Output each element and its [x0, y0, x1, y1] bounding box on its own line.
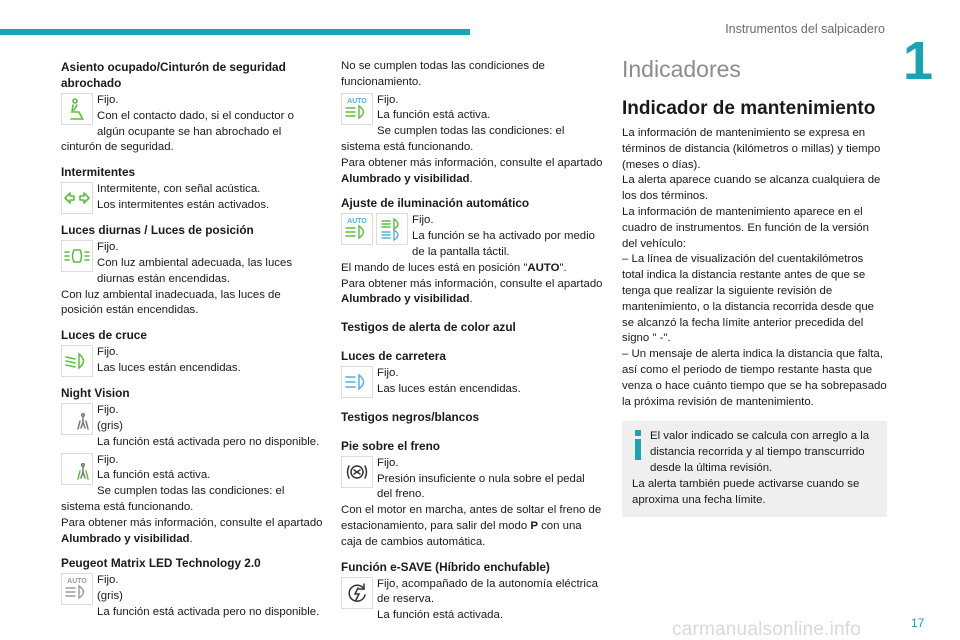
heading-indicators: Intermitentes [61, 165, 136, 180]
section-black-white-warnings: Testigos negros/blancos [341, 409, 480, 424]
entry-main-beam: Fijo. Las luces están encendidas. [341, 366, 603, 398]
entry-indicators: Intermitente, con señal acústica. Los intermitentes están activados. [61, 182, 323, 214]
auto-headlamp-blue-icon [376, 213, 408, 245]
list-item: – Un mensaje de alerta indica la distancia que falta, así como el periodo de tiempo restante hasta que venza o hace cuánto tiempo que se ha sobrepasado la próxima revisión de mantenimiento. [622, 348, 887, 408]
auto-headlamp-icon [341, 213, 373, 245]
section-title: Indicadores [622, 56, 741, 82]
entry-esave: Fijo, acompañado de la autonomía eléctrica de reserva. La función está activada. [341, 577, 603, 624]
entry-seat-belt: Fijo. Con el contacto dado, si el conductor o algún ocupante se han abrochado el cinturón de seguridad. [61, 94, 294, 154]
entry-matrix-active: AUTO Fijo. La función está activa. Se cumplen todas las condiciones: el sistema está funcionando. Para obtener más información, consulte el apartado Alumbrado y visibilidad. [341, 93, 603, 185]
main-beam-icon [341, 366, 373, 398]
svg-text:AUTO: AUTO [347, 218, 367, 226]
info-note: El valor indicado se calcula con arreglo a la distancia recorrida y al tiempo transcurrido desde la última revisión. La alerta también puede activarse cuando se aproxima una fecha límite. [622, 421, 887, 517]
entry-dipped-beam: Fijo. Las luces están encendidas. [61, 345, 323, 377]
entry-matrix-led: AUTO Fijo. (gris) La función está activada pero no disponible. [61, 573, 323, 620]
matrix-led-auto-active-icon [341, 93, 373, 125]
svg-text:AUTO: AUTO [67, 578, 87, 586]
heading-seat-belt: Asiento ocupado/Cinturón de seguridad abrochado [61, 60, 286, 90]
entry-daylights: Fijo. Con luz ambiental adecuada, las luces diurnas están encendidas. Con luz ambiental inadecuada, las luces de posición están encendidas. [61, 241, 293, 317]
paragraph: La información de mantenimiento se expresa en términos de distancia (kilómetros o millas) y tiempo (meses o días). [622, 127, 881, 171]
svg-text:AUTO: AUTO [347, 97, 367, 105]
info-icon [632, 429, 644, 461]
esave-icon [341, 577, 373, 609]
entry-night-vision-gray: Fijo. (gris) La función está activada pero no disponible. [61, 403, 323, 450]
heading-foot-on-brake: Pie sobre el freno [341, 438, 440, 453]
chapter-number: 1 [903, 31, 934, 91]
heading-auto-lighting: Ajuste de iluminación automático [341, 196, 530, 211]
list-item: – La línea de visualización del cuentakilómetros total indica la distancia restante antes de que se tenga que realizar la siguiente revisión de mantenimiento, o la distancia recorrida desde que se alcanzó la fecha límite anterior precedida del signo " -". [622, 253, 875, 345]
watermark: carmanualsonline.info [672, 619, 862, 640]
column-3 [622, 55, 887, 517]
paragraph: La alerta aparece cuando se alcanza cualquiera de los dos términos. [622, 174, 881, 203]
heading-main-beam: Luces de carretera [341, 348, 446, 363]
position-lights-icon [61, 240, 93, 272]
heading-night-vision: Night Vision [61, 386, 130, 401]
foot-on-brake-icon [341, 456, 373, 488]
paragraph: La información de mantenimiento aparece en el cuadro de instrumentos. En función de la versión del vehículo: [622, 205, 869, 250]
night-vision-green-icon [61, 453, 93, 485]
heading-matrix-led: Peugeot Matrix LED Technology 2.0 [61, 556, 261, 571]
subsection-title: Indicador de mantenimiento [622, 98, 876, 119]
entry-foot-on-brake: Fijo. Presión insuficiente o nula sobre el pedal del freno. Con el motor en marcha, antes de soltar el freno de estacionamiento, para salir del modo P con una caja de cambios automática. [341, 456, 602, 548]
header-accent-bar [0, 29, 470, 35]
page-header-title: Instrumentos del salpicadero [725, 22, 885, 36]
section-blue-warnings: Testigos de alerta de color azul [341, 320, 516, 335]
entry-night-vision-green: Fijo. La función está activa. Se cumplen todas las condiciones: el sistema está funcionando. Para obtener más información, consulte el apartado Alumbrado y visibilidad. [61, 453, 323, 545]
dipped-beam-icon [61, 345, 93, 377]
entry-auto-lighting: AUTO Fijo. La función se ha activado por medio de la pantalla táctil. El mando de luces está en posición "AUTO". Para obtener más información, consulte el apartado Alumbrado y visibilidad. [341, 214, 603, 306]
night-vision-gray-icon [61, 403, 93, 435]
page-number: 17 [911, 616, 925, 630]
matrix-led-auto-icon [61, 573, 93, 605]
heading-daylights: Luces diurnas / Luces de posición [61, 223, 254, 238]
matrix-intro-text: No se cumplen todas las condiciones de funcionamiento. [341, 60, 545, 88]
column-1 [61, 55, 323, 621]
heading-esave: Función e-SAVE (Híbrido enchufable) [341, 559, 550, 574]
seat-belt-icon [61, 93, 93, 125]
turn-signal-icon [61, 182, 93, 214]
heading-dipped-beam: Luces de cruce [61, 328, 147, 343]
column-2 [341, 55, 603, 624]
